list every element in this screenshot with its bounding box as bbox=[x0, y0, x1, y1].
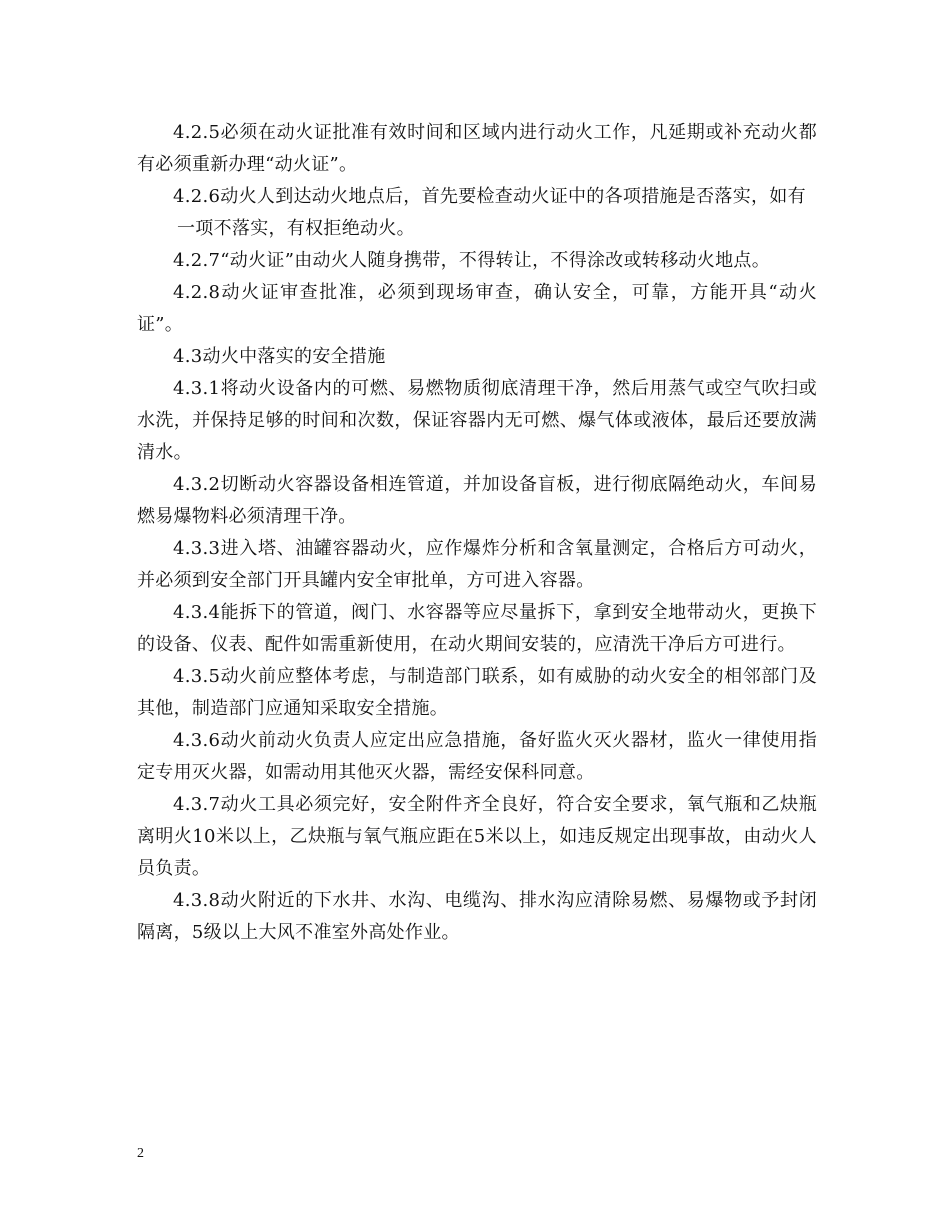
paragraph-4-3-2: 4.3.2切断动火容器设备相连管道，并加设备盲板，进行彻底隔绝动火，车间易燃易爆物料必须清理干净。 bbox=[137, 474, 817, 527]
paragraph-4-2-5: 4.2.5必须在动火证批准有效时间和区域内进行动火工作，凡延期或补充动火都有必须重新办理“动火证”。 bbox=[137, 122, 817, 175]
section-heading-4-3: 4.3动火中落实的安全措施 bbox=[173, 346, 386, 367]
paragraph-4-3-4: 4.3.4能拆下的管道，阀门、水容器等应尽量拆下，拿到安全地带动火，更换下的设备、仪表、配件如需重新使用，在动火期间安装的，应清洗干净后方可进行。 bbox=[137, 602, 817, 655]
paragraph-4-2-6-continued: 一项不落实，有权拒绝动火。 bbox=[177, 218, 415, 239]
paragraph-4-2-6: 4.2.6动火人到达动火地点后，首先要检查动火证中的各项措施是否落实，如有 bbox=[173, 186, 806, 207]
paragraph-4-3-6: 4.3.6动火前动火负责人应定出应急措施，备好监火灭火器材，监火一律使用指定专用灭火器，如需动用其他灭火器，需经安保科同意。 bbox=[137, 730, 817, 783]
paragraph-4-3-7: 4.3.7动火工具必须完好，安全附件齐全良好，符合安全要求，氧气瓶和乙炔瓶离明火10米以上，乙炔瓶与氧气瓶应距在5米以上，如违反规定出现事故，由动火人员负责。 bbox=[137, 794, 817, 879]
paragraph-4-3-1: 4.3.1将动火设备内的可燃、易燃物质彻底清理干净，然后用蒸气或空气吹扫或水洗，并保持足够的时间和次数，保证容器内无可燃、爆气体或液体，最后还要放满清水。 bbox=[137, 378, 817, 463]
paragraph-4-2-8: 4.2.8动火证审查批准，必须到现场审查，确认安全，可靠，方能开具“动火证”。 bbox=[137, 282, 817, 335]
paragraph-4-3-3: 4.3.3进入塔、油罐容器动火，应作爆炸分析和含氧量测定，合格后方可动火，并必须到安全部门开具罐内安全审批单，方可进入容器。 bbox=[137, 538, 817, 591]
page-number: 2 bbox=[137, 1146, 144, 1161]
paragraph-4-3-8: 4.3.8动火附近的下水井、水沟、电缆沟、排水沟应清除易燃、易爆物或予封闭隔离，5级以上大风不准室外高处作业。 bbox=[137, 890, 817, 943]
paragraph-4-2-7: 4.2.7“动火证”由动火人随身携带，不得转让，不得涂改或转移动火地点。 bbox=[173, 250, 771, 271]
document-body bbox=[137, 117, 817, 949]
paragraph-4-3-5: 4.3.5动火前应整体考虑，与制造部门联系，如有威胁的动火安全的相邻部门及其他，制造部门应通知采取安全措施。 bbox=[137, 666, 817, 719]
